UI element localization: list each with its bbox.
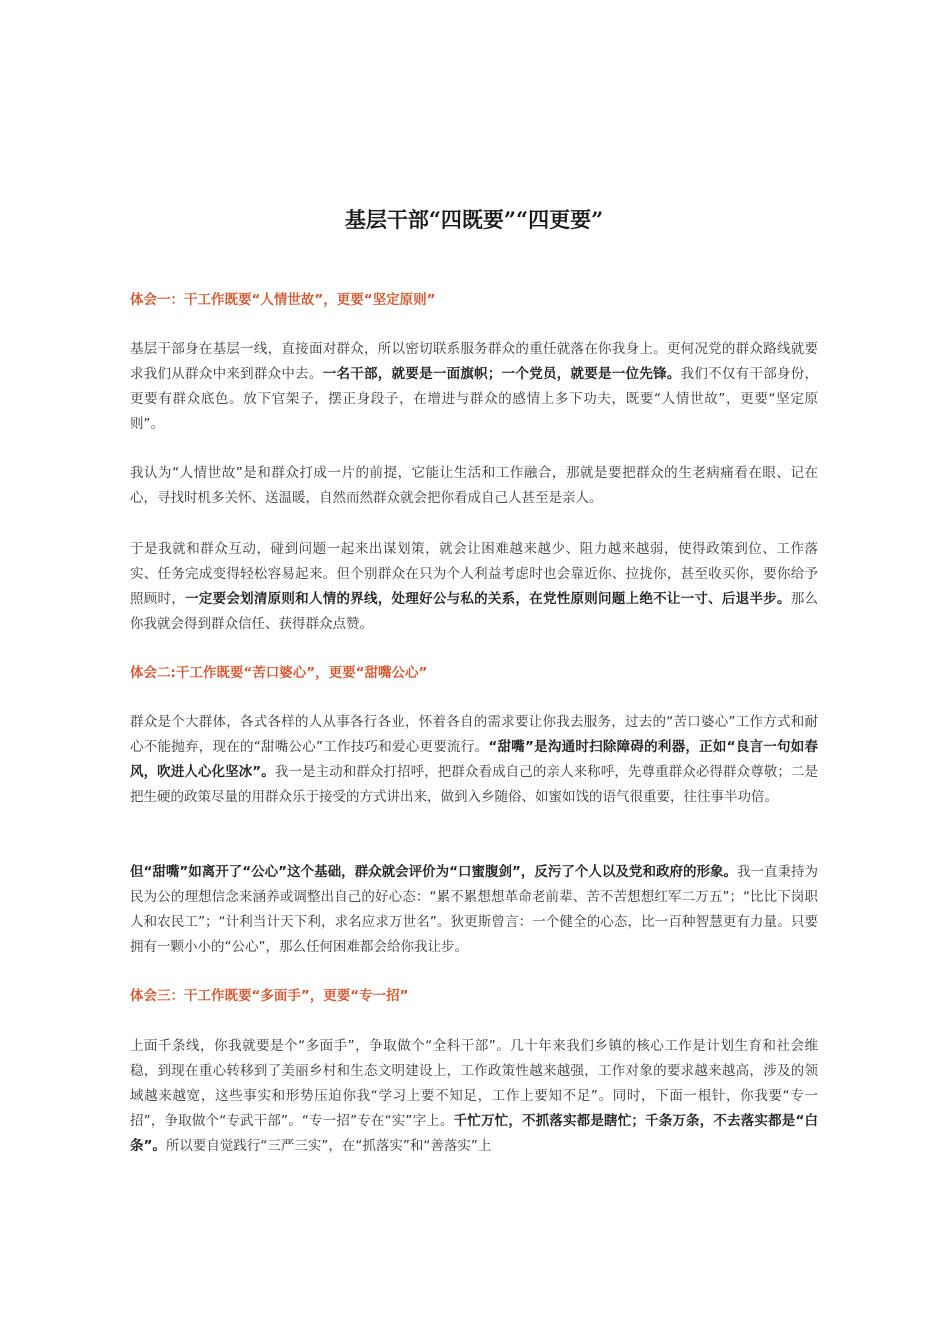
paragraph: [130, 537, 818, 637]
page-title: 基层干部“四既要”“四更要”: [344, 207, 604, 232]
text-run: 群众是个大群体，各式各样的人从事各行各业，怀着各自的需求要让你我去服务，过去的“苦口婆心”工作方式和耐心不能抛弃，现在的“甜嘴公心”工作技巧和爱心更要流行。: [130, 714, 818, 755]
bold-text-run: “甜嘴”是沟通时扫除障碍的利器，正如“良言一句如春风，吹进人心化坚冰”。: [130, 739, 818, 780]
bold-text-run: 一名干部，就要是一面旗帜；一个党员，就要是一位先锋。: [322, 366, 681, 382]
bold-text-run: 千忙万忙，不抓落实都是瞎忙；千条万条，不去落实都是“白条”。: [130, 1113, 818, 1154]
text-run: 我们不仅有干部身份，更要有群众底色。放下官架子，摆正身段子，在增进与群众的感情上多下功夫，既要“人情世故”，更要“坚定原则”。: [130, 366, 819, 432]
section-heading-1: 体会一：干工作既要“人情世故”，更要“坚定原则”: [130, 292, 436, 308]
bold-text-run: 但“甜嘴”如离开了“公心”这个基础，群众就会评价为“口蜜腹剑”，反污了个人以及党和政府的形象。: [130, 864, 737, 880]
text-run: 我认为“人情世故”是和群众打成一片的前提，它能让生活和工作融合，那就是要把群众的生老病痛看在眼、记在心，寻找时机多关怀、送温暖，自然而然群众就会把你看成自己人甚至是亲人。: [130, 465, 818, 506]
bold-text-run: 一定要会划清原则和人情的界线，处理好公与私的关系，在党性原则问题上绝不让一寸、后退半步。: [185, 591, 791, 607]
paragraph: [130, 860, 818, 960]
section-heading-2: 体会二:干工作既要“苦口婆心”，更要“甜嘴公心”: [130, 665, 428, 681]
text-run: 我一直秉持为民为公的理想信念来涵养或调整出自己的好心态：“累不累想想革命老前辈、苦不苦想想红军二万五”；“比比下岗职人和农民工”；“计利当计天下利，求名应求万世名”。狄更斯曾言：一个健全的心态，比一百种智慧更有力量。只要拥有一颗小小的“公心”，那么任何困难都会给你我让步。: [130, 864, 819, 955]
text-run: 那么你我就会得到群众信任、获得群众点赞。: [130, 591, 819, 632]
text-run: 我一是主动和群众打招呼，把群众看成自己的亲人来称呼，先尊重群众必得群众尊敬；二是把生硬的政策尽量的用群众乐于接受的方式讲出来，做到入乡随俗、如蜜如饯的语气很重要，往往事半功倍。: [130, 764, 818, 805]
paragraph: [130, 461, 818, 511]
text-run: 于是我就和群众互动，碰到问题一起来出谋划策，就会让困难越来越少、阻力越来越弱，使得政策到位、工作落实、任务完成变得轻松容易起来。但个别群众在只为个人利益考虑时也会靠近你、拉拢你，甚至收买你，要你给予照顾时，: [130, 541, 818, 607]
text-run: 基层干部身在基层一线，直接面对群众，所以密切联系服务群众的重任就落在你我身上。更何况党的群众路线就要求我们从群众中来到群众中去。: [130, 341, 818, 382]
paragraph: [130, 1034, 818, 1159]
text-run: 所以要自觉践行“三严三实”，在“抓落实”和“善落实”上: [165, 1138, 492, 1154]
section-heading-3: 体会三：干工作既要“多面手”，更要“专一招”: [130, 988, 409, 1004]
paragraph: [130, 710, 818, 810]
paragraph: [130, 337, 818, 437]
text-run: 上面千条线，你我就要是个“多面手”，争取做个“全科干部”。几十年来我们乡镇的核心工作是计划生育和社会维稳，到现在重心转移到了美丽乡村和生态文明建设上，工作政策性越来越强，工作对象的要求越来越高，涉及的领域越来越宽，这些事实和形势压迫你我“学习上要不知足，工作上要知不足”。同时，下面一根针，你我要“专一招”，争取做个“专武干部”。“专一招”专在“实”字上。: [130, 1038, 818, 1129]
